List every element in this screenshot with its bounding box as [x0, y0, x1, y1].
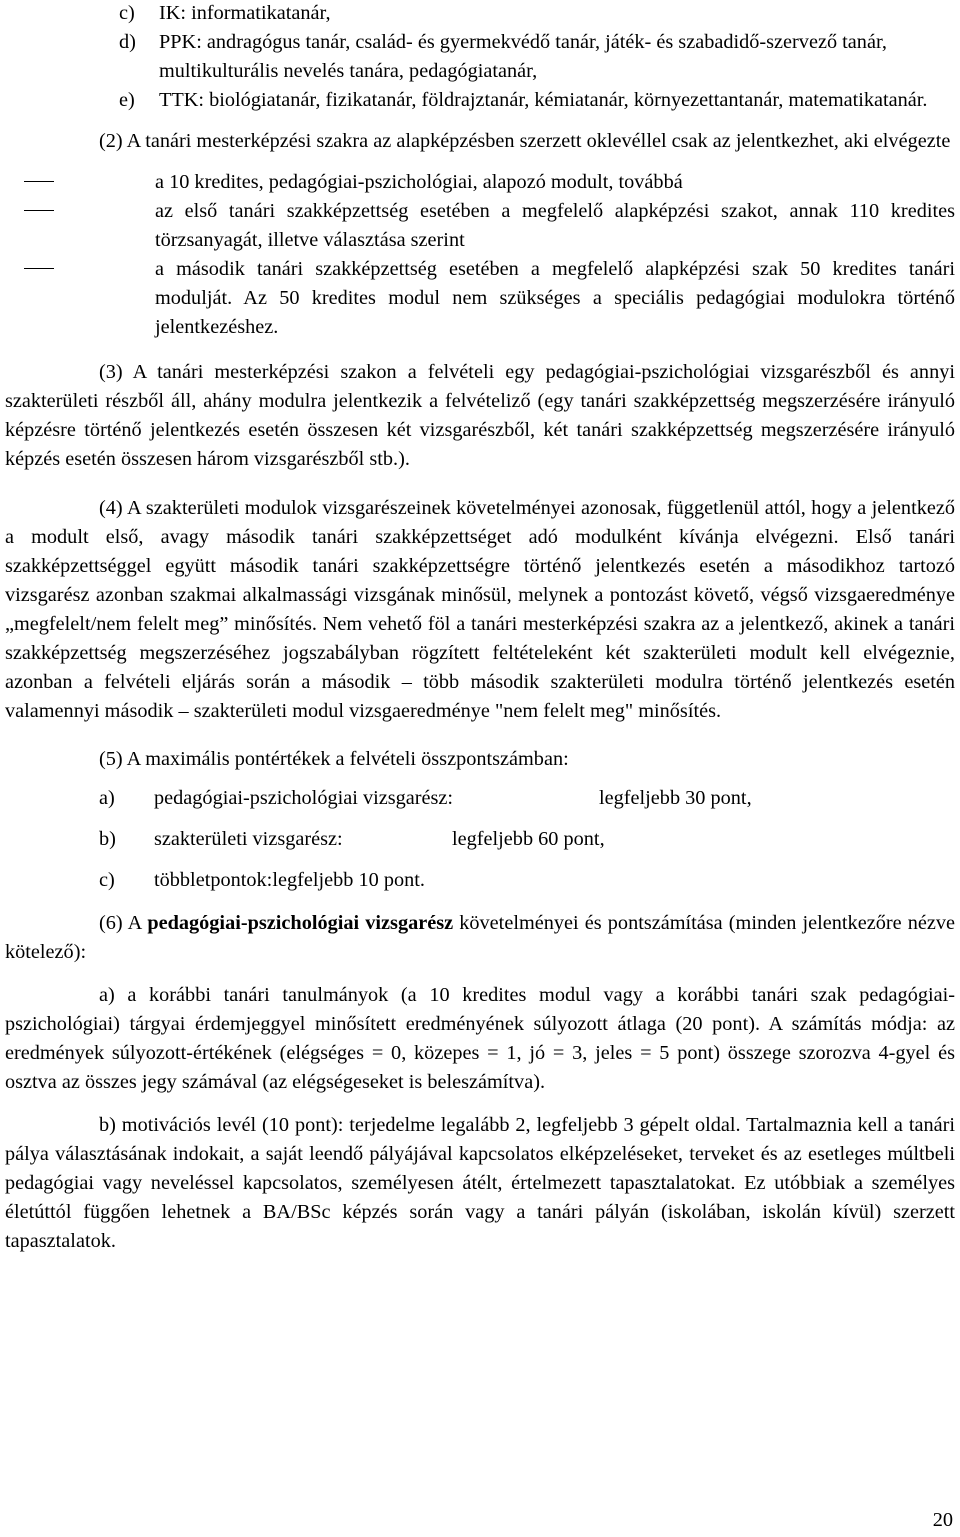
score-list	[5, 784, 955, 895]
list-label: e)	[119, 89, 135, 111]
list-item	[119, 28, 955, 86]
paragraph-6b: b) motivációs levél (10 pont): terjedelme legalább 2, legfeljebb 3 gépelt oldal. Tartalmaznia kell a tanári pálya választásának indokait, a saját leendő pályájával kapcsolatos elképzeléseket, terveket és az esetleges múltbeli pedagógiai vagy neveléssel kapcsolatos, személyesen átélt, értelmezett tapasztalatokat. Ez utóbbiak a személyes életúttól függően lehetnek a BA/BSc képzés során vagy a tanári pályán (iskolában, iskolán kívül) szerzett tapasztalatok.	[5, 1114, 955, 1252]
paragraph-4: (4) A szakterületi modulok vizsgarészeinek követelményei azonosak, függetlenül attól, hogy a jelentkező a modult első, avagy második tanári szakképzettséget adó modulként kívánja elvégezni. Első tanári szakképzettséggel együtt második tanári szakképzettségre történő jelentkezés esetén a másodikhoz tartozó vizsgarész azonban szakmai alkalmassági vizsgának minősül, melynek a pontozást követő, végső vizsgaeredménye „megfelelt/nem felelt meg” minősítés. Nem vehető föl a tanári mesterképzési szakra az a jelentkező, akinek a tanári szakképzettség megszerzéséhez jogszabályban rögzített feltételeként két szakterületi modult kell elvégeznie, azonban a felvételi eljárás során a második – több második szakterületi modulra történő jelentkezés esetén valamennyi második – szakterületi modul vizsgaeredménye "nem felelt meg" minősítés.	[5, 497, 955, 722]
paragraph-6a: a) a korábbi tanári tanulmányok (a 10 kredites modul vagy a korábbi tanári szak pedagógiai-pszichológiai) tárgyai érdemjeggyel minősített eredményének súlyozott átlaga (20 pont). A számítás módja: az eredmények súlyozott-értékének (elégséges = 0, közepes = 1, jó = 3, jeles = 5 pont) összege szorozva 4-gyel és osztva az összes jegy számával (az elégségeseket is beleszámítva).	[5, 984, 955, 1093]
list-label: d)	[119, 31, 136, 53]
score-value: legfeljebb 30 pont,	[599, 787, 752, 809]
paragraph-2: (2) A tanári mesterképzési szakra az alapképzésben szerzett oklevéllel csak az jelentkezhet, aki elvégezte	[99, 130, 951, 152]
score-value: legfeljebb 60 pont,	[452, 828, 605, 850]
dash-text: a második tanári szakképzettség esetében a megfelelő alapképzési szak 50 kredites tanári modulját. Az 50 kredites modul nem szükséges a speciális pedagógiai modulokra történő jelentkezéshez.	[155, 258, 955, 338]
list-text: IK: informatikatanár,	[159, 2, 331, 24]
score-label: c)	[99, 869, 115, 891]
list-text: TTK: biológiatanár, fizikatanár, földrajztanár, kémiatanár, környezettantanár, matematikatanár.	[159, 89, 928, 111]
dash-list	[5, 168, 955, 342]
dash-item	[5, 168, 955, 197]
dash-item	[5, 197, 955, 255]
list-item	[119, 0, 955, 28]
score-item	[99, 866, 955, 895]
list-text: PPK: andragógus tanár, család- és gyermekvédő tanár, játék- és szabadidő-szervező tanár, multikulturális nevelés tanára, pedagógiatanár,	[159, 31, 887, 82]
dash-marker	[5, 255, 155, 342]
page-number: 20	[932, 1509, 953, 1531]
score-name: szakterületi vizsgarész:	[154, 828, 343, 850]
dash-marker	[5, 168, 155, 197]
dash-text: az első tanári szakképzettség esetében a megfelelő alapképzési szakot, annak 110 kredites törzsanyagát, illetve választása szerint	[155, 200, 955, 251]
document-page	[5, 0, 955, 1256]
paragraph-3: (3) A tanári mesterképzési szakon a felvételi egy pedagógiai-pszichológiai vizsgarészből és annyi szakterületi részből áll, ahány modulra jelentkezik a felvételiző (egy tanári szakképzettség megszerzésére irányuló képzésre történő jelentkezés esetén összesen két vizsgarészből, két tanári szakképzettség megszerzésére irányuló képzés esetén összesen három vizsgarészből stb.).	[5, 361, 955, 470]
score-name: többletpontok:	[154, 869, 273, 891]
dash-marker	[5, 197, 155, 255]
p6-suffix: követelményei és pontszámítása (minden jelentkezőre nézve kötelező):	[5, 912, 956, 963]
score-item	[99, 825, 955, 854]
intro-list	[5, 0, 955, 115]
paragraph-6	[5, 909, 955, 967]
dash-item	[5, 255, 955, 342]
score-item	[99, 784, 955, 813]
score-name: pedagógiai-pszichológiai vizsgarész:	[154, 787, 454, 809]
paragraph-5-heading: (5) A maximális pontértékek a felvételi összpontszámban:	[99, 748, 569, 770]
list-label: c)	[119, 2, 135, 24]
list-item	[119, 86, 955, 115]
p6-prefix: (6) A	[99, 912, 148, 934]
dash-text: a 10 kredites, pedagógiai-pszichológiai, alapozó modult, továbbá	[155, 171, 683, 193]
score-value: legfeljebb 10 pont.	[272, 869, 425, 891]
score-label: a)	[99, 787, 115, 809]
p6-bold: pedagógiai-pszichológiai vizsgarész	[147, 912, 454, 934]
score-label: b)	[99, 828, 116, 850]
